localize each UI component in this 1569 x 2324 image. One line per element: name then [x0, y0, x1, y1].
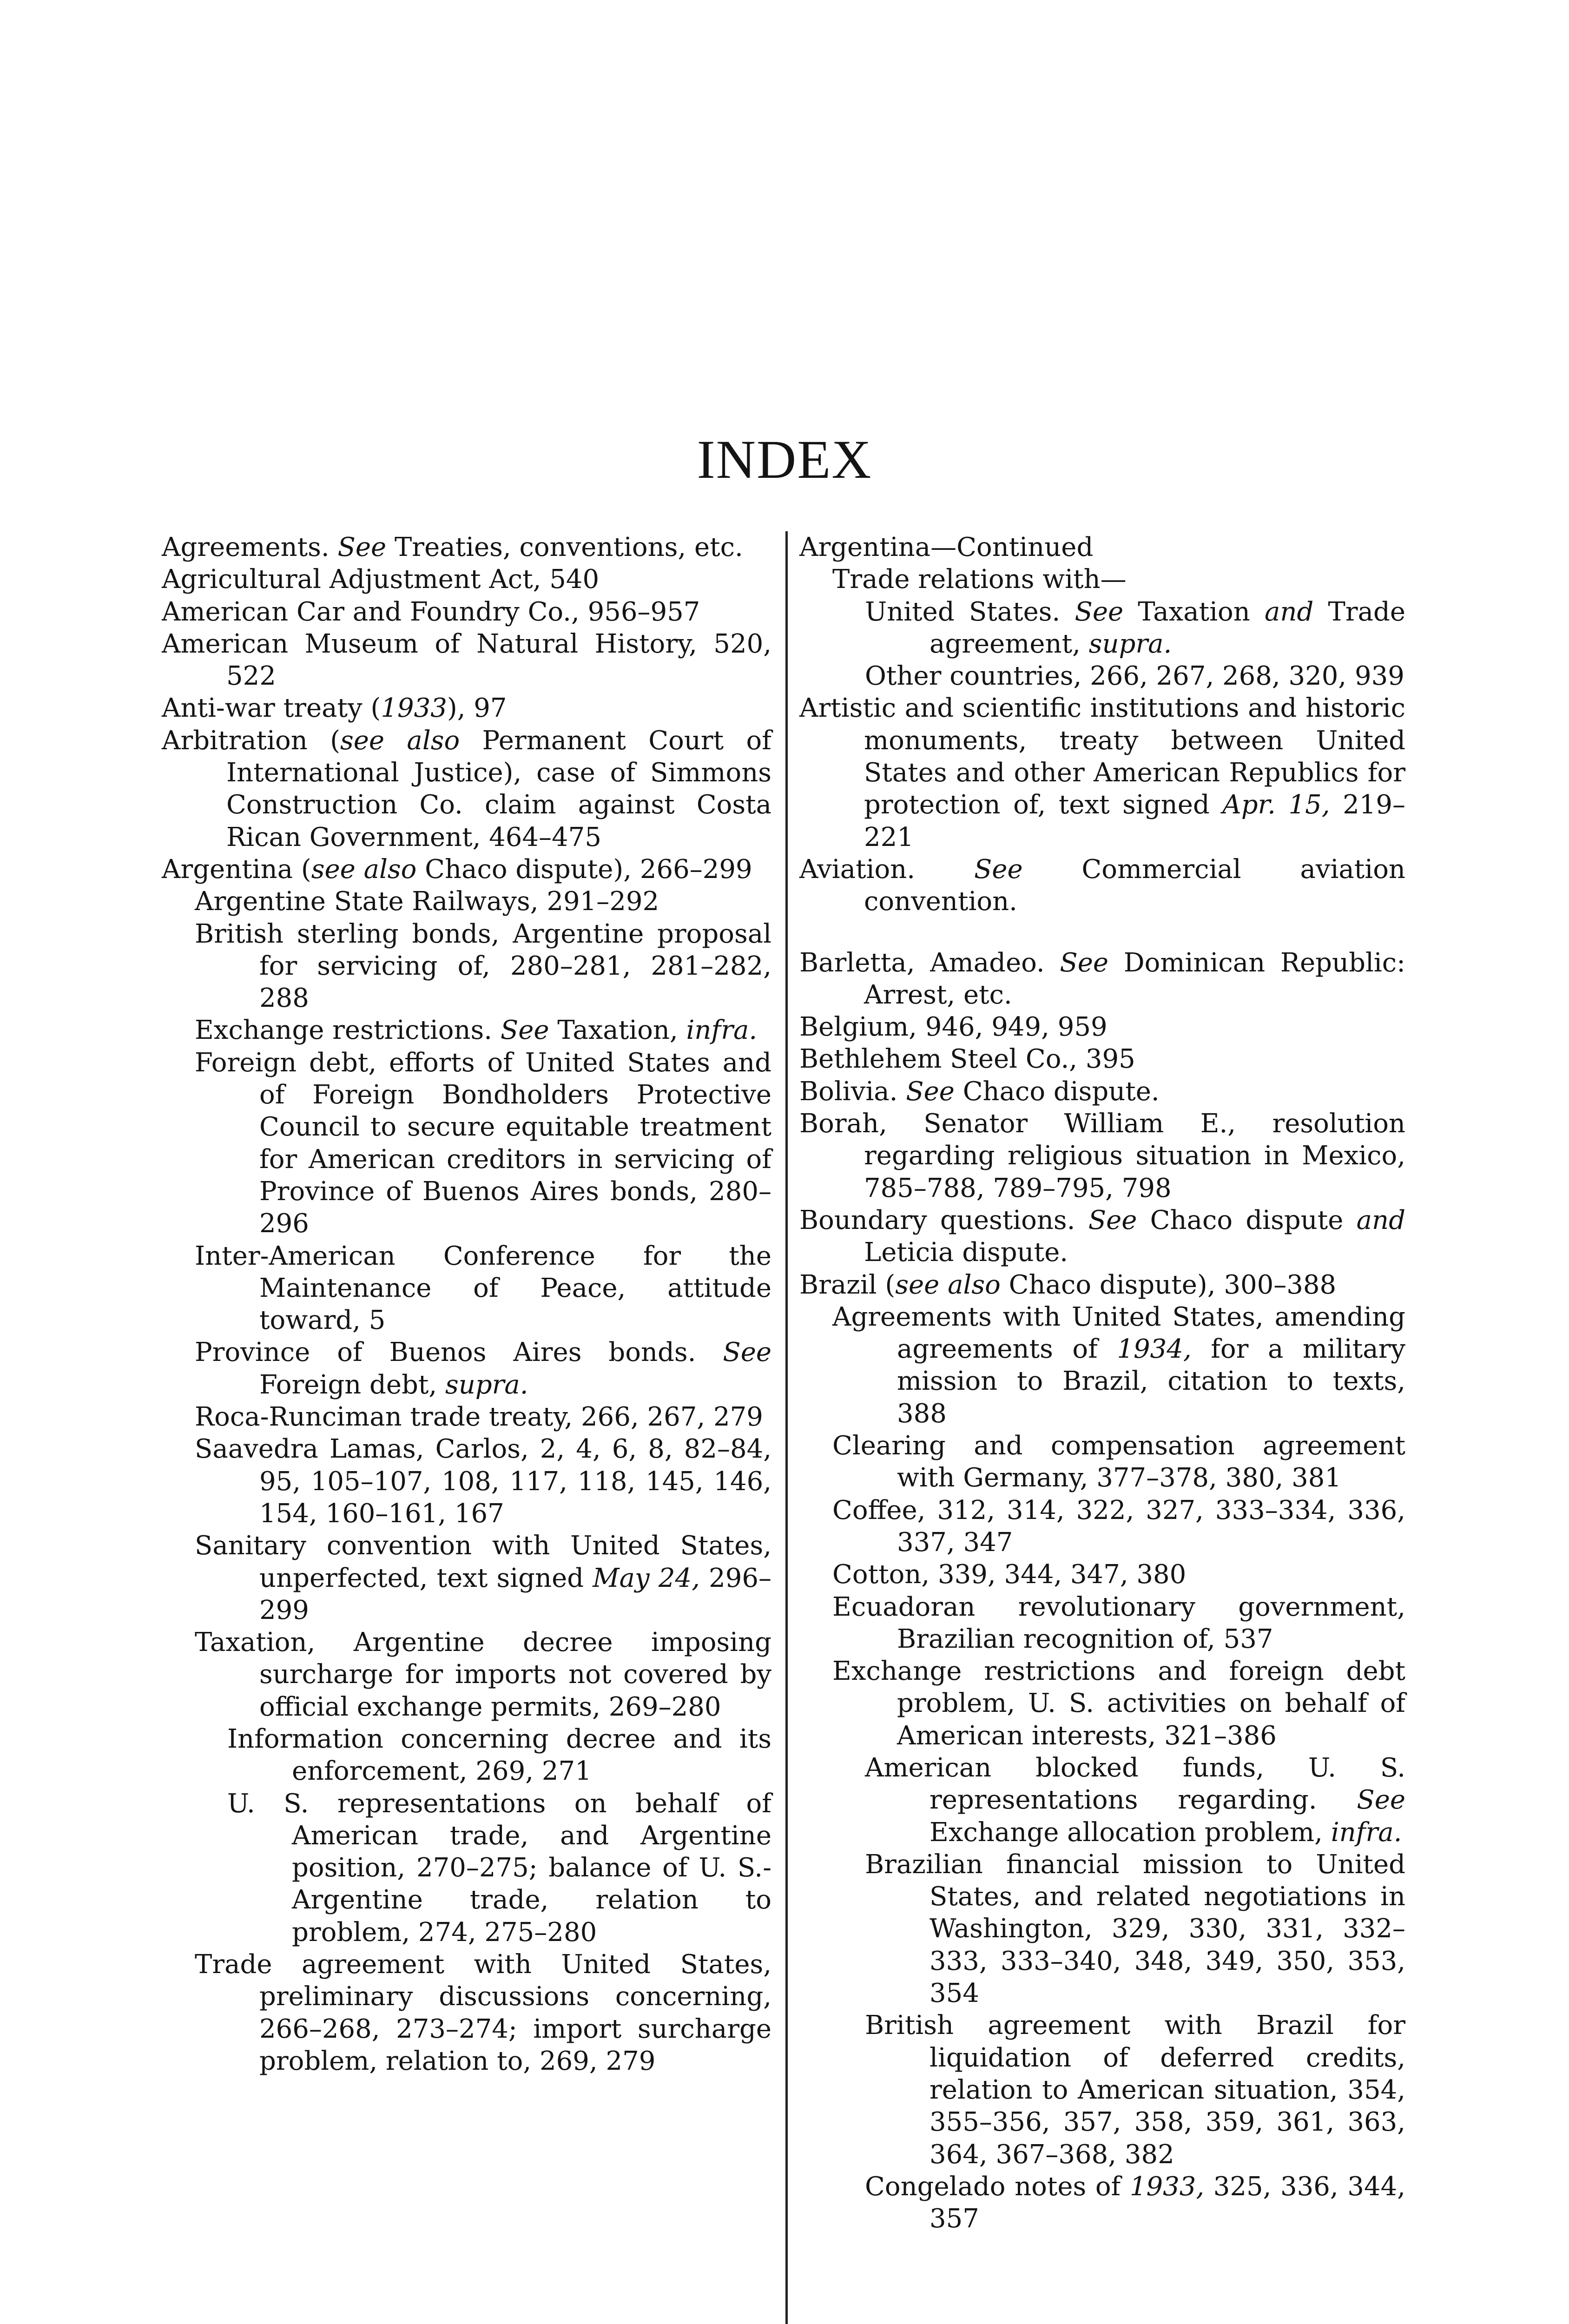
index-entry: [162, 692, 771, 724]
index-entry-text: Argentina—Continued: [799, 532, 1094, 562]
index-entry: [162, 1401, 771, 1433]
index-entry: [162, 1336, 771, 1401]
index-entry-text: Brazilian financial mission to United States, and related negotiations in Washington, 329, 330, 331, 332–333, 333–340, 348, 349, 350, 353, 354: [865, 1849, 1405, 2009]
index-entry-text: Exchange allocation problem,: [930, 1817, 1331, 1848]
index-entry-text: see also: [340, 725, 460, 756]
index-entry: [799, 2171, 1405, 2235]
index-entry-text: 296–299: [259, 1563, 771, 1625]
index-entry-text: Brazil (: [799, 1269, 896, 1300]
index-entry-text: British agreement with Brazil for liquidation of deferred credits, relation to American situation, 354, 355–356, 357, 358, 359, 361, 363, 364, 367–368, 382: [865, 2010, 1405, 2170]
index-entry-text: Arbitration (: [162, 725, 341, 756]
index-entry-text: for a military mission to Brazil, citation to texts, 388: [897, 1334, 1405, 1429]
index-entry-text: Aviation.: [799, 854, 974, 885]
index-entry-text: Argentine State Railways, 291–292: [195, 886, 659, 917]
index-entry: [799, 531, 1405, 563]
index-entry-text: infra.: [686, 1015, 758, 1046]
index-entry-text: 1933,: [1129, 2171, 1205, 2202]
index-entry-text: American blocked funds, U. S. representations regarding.: [865, 1752, 1405, 1816]
index-entry-text: Bolivia.: [799, 1076, 906, 1107]
index-entry-text: Clearing and compensation agreement with Germany, 377–378, 380, 381: [832, 1431, 1405, 1493]
index-entry-text: Taxation: [1123, 596, 1265, 627]
index-entry-text: infra.: [1331, 1817, 1402, 1848]
index-entry-text: Exchange restrictions.: [195, 1015, 501, 1046]
index-entry: [799, 1011, 1405, 1043]
index-entry-text: Other countries, 266, 267, 268, 320, 939: [865, 661, 1404, 692]
index-entry: [799, 1655, 1405, 1752]
index-entry: [162, 531, 771, 563]
index-entry-text: Borah, Senator William E., resolution regarding religious situation in Mexico, 785–788, 789–795, 798: [799, 1109, 1405, 1203]
index-entry-text: Exchange restrictions and foreign debt problem, U. S. activities on behalf of American interests, 321–386: [832, 1656, 1405, 1751]
index-entry: [162, 563, 771, 595]
index-entry: [162, 1433, 771, 1530]
index-entry-text: Apr. 15,: [1222, 790, 1330, 820]
index-entry-text: See: [337, 532, 387, 562]
index-entry-text: supra.: [1088, 628, 1172, 659]
index-entry-text: See: [723, 1337, 771, 1368]
index-entry-text: Roca-Runciman trade treaty, 266, 267, 279: [195, 1402, 763, 1433]
index-entry-text: 325, 336, 344, 357: [930, 2171, 1405, 2234]
index-entry-text: Chaco dispute.: [954, 1076, 1160, 1107]
index-entry-text: See: [974, 854, 1023, 885]
index-entry-text: Coffee, 312, 314, 322, 327, 333–334, 336, 337, 347: [832, 1495, 1405, 1558]
column-divider: [785, 531, 788, 2324]
index-entry: [799, 1204, 1405, 1269]
index-entry: [162, 1014, 771, 1046]
index-entry-text: See: [906, 1076, 955, 1107]
index-entry-text: See: [1060, 947, 1109, 978]
index-entry: [162, 1626, 771, 1723]
page-title: INDEX: [697, 429, 872, 490]
index-entry-text: Belgium, 946, 949, 959: [799, 1012, 1108, 1043]
index-entry: [799, 1849, 1405, 2009]
index-entry: [799, 1269, 1405, 1301]
index-column-left: [162, 531, 771, 2077]
index-entry-text: Boundary questions.: [799, 1205, 1088, 1235]
index-entry-text: Ecuadoran revolutionary government, Brazilian recognition of, 537: [832, 1591, 1405, 1654]
index-entry-text: Province of Buenos Aires bonds.: [195, 1337, 723, 1368]
index-entry-text: Taxation, Argentine decree imposing surcharge for imports not covered by official exchange permits, 269–280: [195, 1627, 771, 1722]
index-entry-text: British sterling bonds, Argentine proposal for servicing of, 280–281, 281–282, 288: [195, 918, 771, 1014]
index-entry-text: Leticia dispute.: [864, 1237, 1068, 1268]
index-entry-text: Artistic and scientific institutions and historic monuments, treaty between United States and other American Republics for protection of, text signed: [799, 693, 1405, 820]
index-entry-text: Information concerning decree and its enforcement, 269, 271: [227, 1723, 771, 1787]
index-entry: [799, 1076, 1405, 1108]
index-entry-text: Agreements.: [162, 532, 338, 562]
index-entry-text: see also: [895, 1269, 1001, 1300]
index-column-right: [799, 531, 1405, 2235]
index-entry-text: Treaties, conventions, etc.: [386, 532, 743, 562]
index-entry-text: ), 97: [447, 693, 507, 724]
index-entry: [162, 1240, 771, 1337]
index-entry: [799, 2009, 1405, 2170]
index-entry-text: American Car and Foundry Co., 956–957: [162, 596, 700, 627]
index-entry-text: Foreign debt,: [259, 1369, 445, 1400]
index-entry-text: Chaco dispute), 300–388: [1000, 1269, 1337, 1300]
index-entry-text: Chaco dispute: [1137, 1205, 1357, 1235]
index-entry: [162, 885, 771, 918]
index-entry-text: 219–221: [864, 790, 1405, 852]
index-entry-text: Trade agreement with United States, preliminary discussions concerning, 266–268, 273–274; import surcharge problem, relation to, 269, 279: [195, 1949, 771, 2076]
index-entry: [799, 1043, 1405, 1075]
index-entry: [799, 596, 1405, 660]
index-entry-text: United States.: [865, 596, 1075, 627]
index-entry-text: Argentina (: [162, 854, 311, 885]
index-entry: [162, 725, 771, 853]
index-entry-text: Sanitary convention with United States, unperfected, text signed: [195, 1531, 771, 1593]
index-entry: [799, 692, 1405, 853]
index-entry: [799, 1558, 1405, 1591]
index-entry-text: Agreements with United States, amending agreements of: [832, 1301, 1405, 1365]
index-entry-text: Congelado notes of: [865, 2171, 1130, 2202]
index-entry: [799, 1108, 1405, 1204]
index-entry: [162, 628, 771, 693]
index-entry: [799, 563, 1405, 595]
index-entry-text: Anti-war treaty (: [162, 693, 381, 724]
index-entry: [799, 853, 1405, 918]
index-entry-text: Commercial aviation convention.: [864, 854, 1405, 917]
index-entry-text: Saavedra Lamas, Carlos, 2, 4, 6, 8, 82–84, 95, 105–107, 108, 117, 118, 145, 146, 154, 160–161, 167: [195, 1434, 771, 1529]
index-entry-text: See: [500, 1015, 549, 1046]
index-entry-text: and: [1356, 1205, 1405, 1235]
index-entry-text: American Museum of Natural History, 520, 522: [162, 628, 771, 692]
index-entry: [799, 947, 1405, 1011]
index-entry: [162, 1788, 771, 1948]
index-entry-text: Dominican Republic: Arrest, etc.: [864, 947, 1405, 1010]
index-entry-text: supra.: [445, 1369, 528, 1400]
index-entry: [162, 1047, 771, 1240]
index-entry-text: Permanent Court of International Justice), case of Simmons Construction Co. claim against Costa Rican Government, 464–475: [226, 725, 771, 852]
index-entry-text: Foreign debt, efforts of United States and of Foreign Bondholders Protective Council to secure equitable treatment for American creditors in servicing of Province of Buenos Aires bonds, 280–296: [195, 1047, 771, 1239]
index-entry: [799, 660, 1405, 692]
index-entry-text: Trade agreement,: [930, 596, 1405, 659]
index-entry-text: Taxation,: [549, 1015, 686, 1046]
index-entry-text: See: [1088, 1205, 1137, 1235]
index-entry: [162, 853, 771, 885]
index-entry: [799, 1752, 1405, 1849]
index-entry: [162, 1530, 771, 1626]
index-entry: [162, 1723, 771, 1788]
index-entry-text: See: [1357, 1785, 1405, 1816]
index-entry-text: Trade relations with—: [832, 564, 1127, 595]
index-entry: [162, 918, 771, 1015]
index-entry: [162, 596, 771, 628]
index-entry: [799, 1430, 1405, 1494]
index-entry: [799, 1494, 1405, 1559]
index-entry-text: Bethlehem Steel Co., 395: [799, 1044, 1135, 1075]
index-entry-text: Agricultural Adjustment Act, 540: [162, 564, 600, 595]
index-entry-text: Barletta, Amadeo.: [799, 947, 1060, 978]
index-entry: [162, 1948, 771, 2077]
index-entry-text: Inter-American Conference for the Maintenance of Peace, attitude toward, 5: [195, 1241, 771, 1336]
index-entry: [799, 1591, 1405, 1656]
index-entry-text: 1934,: [1117, 1334, 1192, 1365]
index-entry-text: May 24,: [593, 1563, 700, 1593]
index-entry: [799, 1301, 1405, 1430]
index-entry-text: and: [1265, 596, 1314, 627]
index-entry-text: U. S. representations on behalf of American trade, and Argentine position, 270–275; balance of U. S.-Argentine trade, relation to problem, 274, 275–280: [227, 1788, 771, 1948]
index-entry-text: See: [1075, 596, 1124, 627]
index-entry-text: Chaco dispute), 266–299: [416, 854, 752, 885]
index-entry-text: see also: [311, 854, 417, 885]
index-entry-text: 1933: [381, 693, 447, 724]
index-entry-text: Cotton, 339, 344, 347, 380: [832, 1559, 1187, 1590]
